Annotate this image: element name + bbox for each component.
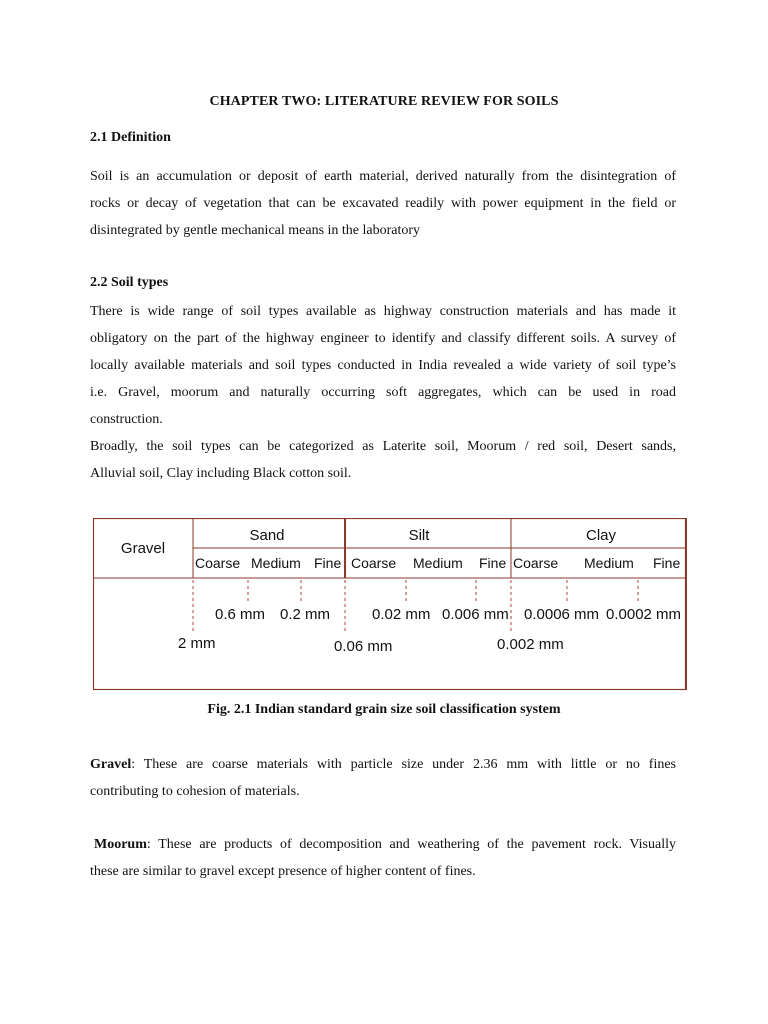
sand-medium-label: Medium: [251, 555, 301, 571]
text-line: Alluvial soil, Clay including Black cotton soil.: [90, 466, 352, 481]
definition-text: : These are coarse materials with particle size under 2.36 mm with little or no fines: [131, 757, 676, 772]
definition-text: : These are products of decomposition and weathering of the pavement rock. Visually: [146, 837, 676, 852]
text-line: construction.: [90, 412, 163, 427]
silt-medium-label: Medium: [413, 555, 463, 571]
clay-coarse-label: Coarse: [513, 555, 559, 571]
limit-0-002mm: 0.002 mm: [497, 636, 564, 653]
limit-0-0002mm: 0.0002 mm: [606, 606, 682, 623]
text-line: rocks or decay of vegetation that can be excavated readily with power equipment in the field or: [90, 196, 676, 211]
limit-0-0006mm: 0.0006 mm: [524, 606, 600, 623]
limit-0-02mm: 0.02 mm: [372, 606, 431, 623]
text-line: these are similar to gravel except presence of higher content of fines.: [90, 864, 476, 879]
silt-label: Silt: [408, 527, 430, 544]
gravel-definition: [90, 751, 676, 805]
text-line: Soil is an accumulation or deposit of earth material, derived naturally from the disintegration of: [90, 169, 676, 184]
limit-0-2mm: 0.2 mm: [280, 606, 331, 623]
sand-fine-label: Fine: [314, 555, 342, 571]
definition-paragraph: [90, 163, 676, 244]
sand-label: Sand: [249, 527, 285, 544]
moorum-definition-continued: [90, 858, 676, 885]
silt-coarse-label: Coarse: [351, 555, 397, 571]
definition-term: Gravel: [90, 757, 132, 772]
outer-border: [94, 519, 686, 690]
definition-term: Moorum: [94, 837, 147, 852]
text-line: obligatory on the part of the highway engineer to identify and classify different soils. A survey of: [90, 331, 676, 346]
text-line: [94, 831, 676, 858]
section-heading-definition: 2.1 Definition: [90, 130, 171, 145]
soil-types-paragraph-1: [90, 298, 676, 433]
text-line: disintegrated by gentle mechanical means in the laboratory: [90, 223, 421, 238]
text-line: contributing to cohesion of materials.: [90, 784, 300, 799]
clay-label: Clay: [585, 527, 617, 544]
section-heading-soil-types: 2.2 Soil types: [90, 275, 169, 290]
clay-medium-label: Medium: [584, 555, 634, 571]
text-line: [90, 751, 676, 778]
sand-coarse-label: Coarse: [195, 555, 241, 571]
figure-caption: Fig. 2.1 Indian standard grain size soil classification system: [207, 702, 561, 717]
limit-0-006mm: 0.006 mm: [442, 606, 509, 623]
gravel-label: Gravel: [120, 540, 166, 557]
silt-fine-label: Fine: [479, 555, 507, 571]
text-line: locally available materials and soil types conducted in India revealed a wide variety of soil type’s: [90, 358, 676, 373]
grain-size-chart: [93, 518, 687, 691]
limit-0-6mm: 0.6 mm: [215, 606, 266, 623]
text-line: i.e. Gravel, moorum and naturally occurring soft aggregates, which can be used in road: [90, 385, 676, 400]
soil-types-paragraph-2: [90, 433, 676, 487]
limit-2mm: 2 mm: [178, 635, 216, 652]
clay-fine-label: Fine: [653, 555, 681, 571]
grain-size-figure: [93, 518, 687, 691]
text-line: Broadly, the soil types can be categorized as Laterite soil, Moorum / red soil, Desert sands,: [90, 439, 676, 454]
chapter-title: CHAPTER TWO: LITERATURE REVIEW FOR SOILS: [209, 94, 559, 109]
text-line: There is wide range of soil types available as highway construction materials and has made it: [90, 304, 676, 319]
moorum-definition: [94, 831, 676, 858]
limit-0-06mm: 0.06 mm: [334, 638, 393, 655]
